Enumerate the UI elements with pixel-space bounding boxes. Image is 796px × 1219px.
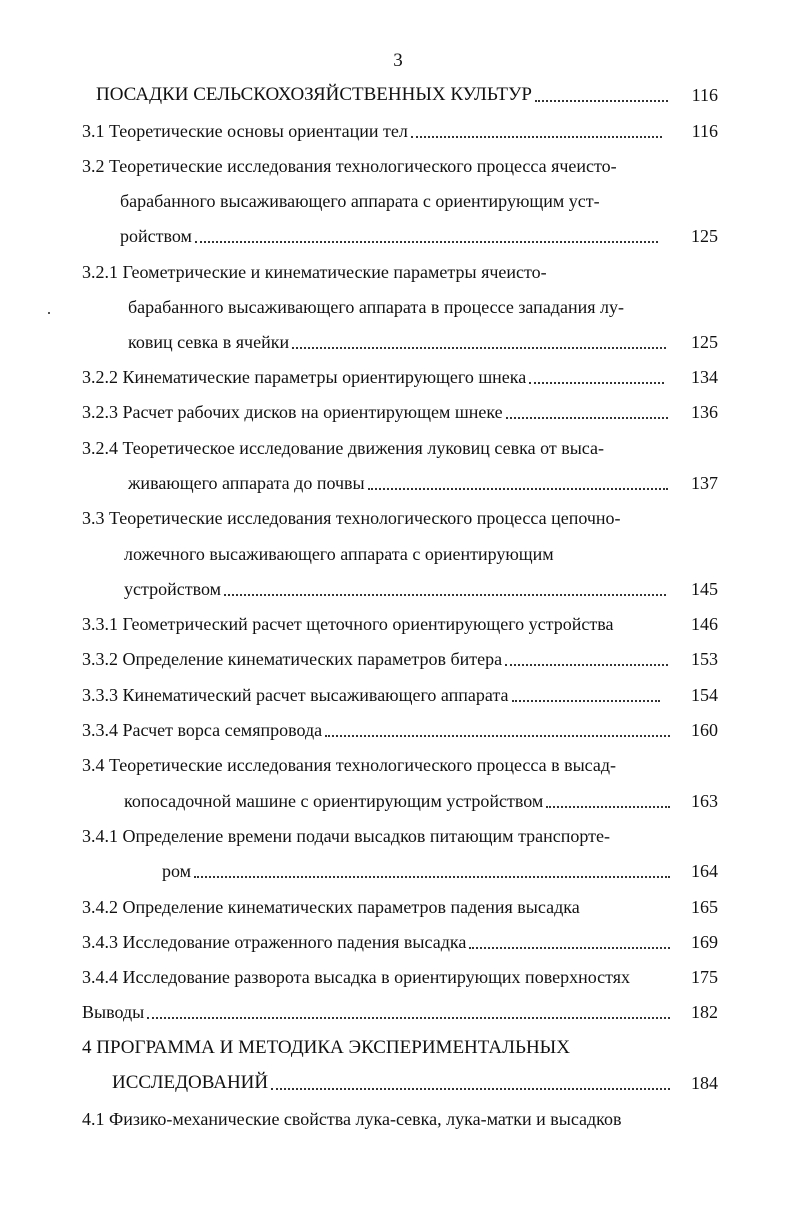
toc-line: 4.1 Физико-механические свойства лука-севка, лука-матки и высадков (82, 1109, 622, 1129)
toc-page: 137 (691, 473, 718, 493)
toc-page: 125 (691, 332, 718, 352)
toc-page: 182 (691, 1002, 718, 1022)
toc-page: 154 (691, 685, 718, 705)
toc-line: ИССЛЕДОВАНИЙ (112, 1072, 672, 1094)
toc-page: 145 (691, 579, 718, 599)
toc-line: 3.4.1 Определение времени подачи высадков питающим транспорте- (82, 826, 611, 846)
toc-line: живающего аппарата до почвы (128, 472, 670, 494)
toc-line: ройством (120, 225, 660, 247)
toc-line: барабанного высаживающего аппарата в процессе западания лу- (128, 297, 624, 317)
toc-line: копосадочной машине с ориентирующим устройством (124, 790, 672, 812)
toc-line: 3.4.2 Определение кинематических параметров падения высадка (82, 897, 580, 917)
toc-page: 184 (691, 1073, 718, 1093)
toc-line: 3.3 Теоретические исследования технологического процесса цепочно- (82, 508, 621, 528)
toc-line: 4 ПРОГРАММА И МЕТОДИКА ЭКСПЕРИМЕНТАЛЬНЫХ (82, 1037, 570, 1058)
toc-line: ПОСАДКИ СЕЛЬСКОХОЗЯЙСТВЕННЫХ КУЛЬТУР (96, 84, 670, 106)
toc-line: 3.2.4 Теоретическое исследование движения луковиц севка от выса- (82, 438, 604, 458)
margin-mark (48, 312, 50, 314)
toc-page: 116 (691, 121, 718, 141)
toc-line: 3.3.4 Расчет ворса семяпровода (82, 719, 672, 741)
toc-line: барабанного высаживающего аппарата с ориентирующим уст- (120, 191, 600, 211)
toc-line: 3.2 Теоретические исследования технологического процесса ячеисто- (82, 156, 617, 176)
toc-line: 3.2.3 Расчет рабочих дисков на ориентирующем шнеке (82, 401, 670, 423)
toc-line: 3.4.4 Исследование разворота высадка в ориентирующих поверхностях (82, 967, 631, 987)
toc-line: ложечного высаживающего аппарата с ориентирующим (124, 544, 554, 564)
toc-page: 165 (691, 897, 718, 917)
toc-line: устройством (124, 578, 668, 600)
toc-line: 3.3.1 Геометрический расчет щеточного ориентирующего устройства (82, 614, 614, 634)
toc-page: 146 (691, 614, 718, 634)
toc-page: 136 (691, 402, 718, 422)
toc-page: 163 (691, 791, 718, 811)
page-number: 3 (393, 50, 403, 71)
toc-page: 134 (691, 367, 718, 387)
toc-line: 3.3.2 Определение кинематических параметров битера (82, 648, 670, 670)
toc-line: ром (162, 860, 672, 882)
toc-line: ковиц севка в ячейки (128, 331, 668, 353)
toc-page: 169 (691, 932, 718, 952)
toc-page: 116 (691, 85, 718, 105)
toc-page: 175 (691, 967, 718, 987)
toc-line: 3.2.2 Кинематические параметры ориентирующего шнека (82, 366, 666, 388)
toc-page: 125 (691, 226, 718, 246)
toc-page: 160 (691, 720, 718, 740)
toc-line: 3.4.3 Исследование отраженного падения высадка (82, 931, 672, 953)
toc-page: 153 (691, 649, 718, 669)
toc-page: 164 (691, 861, 718, 881)
toc-line: 3.3.3 Кинематический расчет высаживающего аппарата (82, 684, 662, 706)
toc-line: 3.2.1 Геометрические и кинематические параметры ячеисто- (82, 262, 547, 282)
toc-line: 3.1 Теоретические основы ориентации тел (82, 120, 664, 142)
toc-line: Выводы (82, 1001, 672, 1023)
toc-line: 3.4 Теоретические исследования технологического процесса в высад- (82, 755, 617, 775)
